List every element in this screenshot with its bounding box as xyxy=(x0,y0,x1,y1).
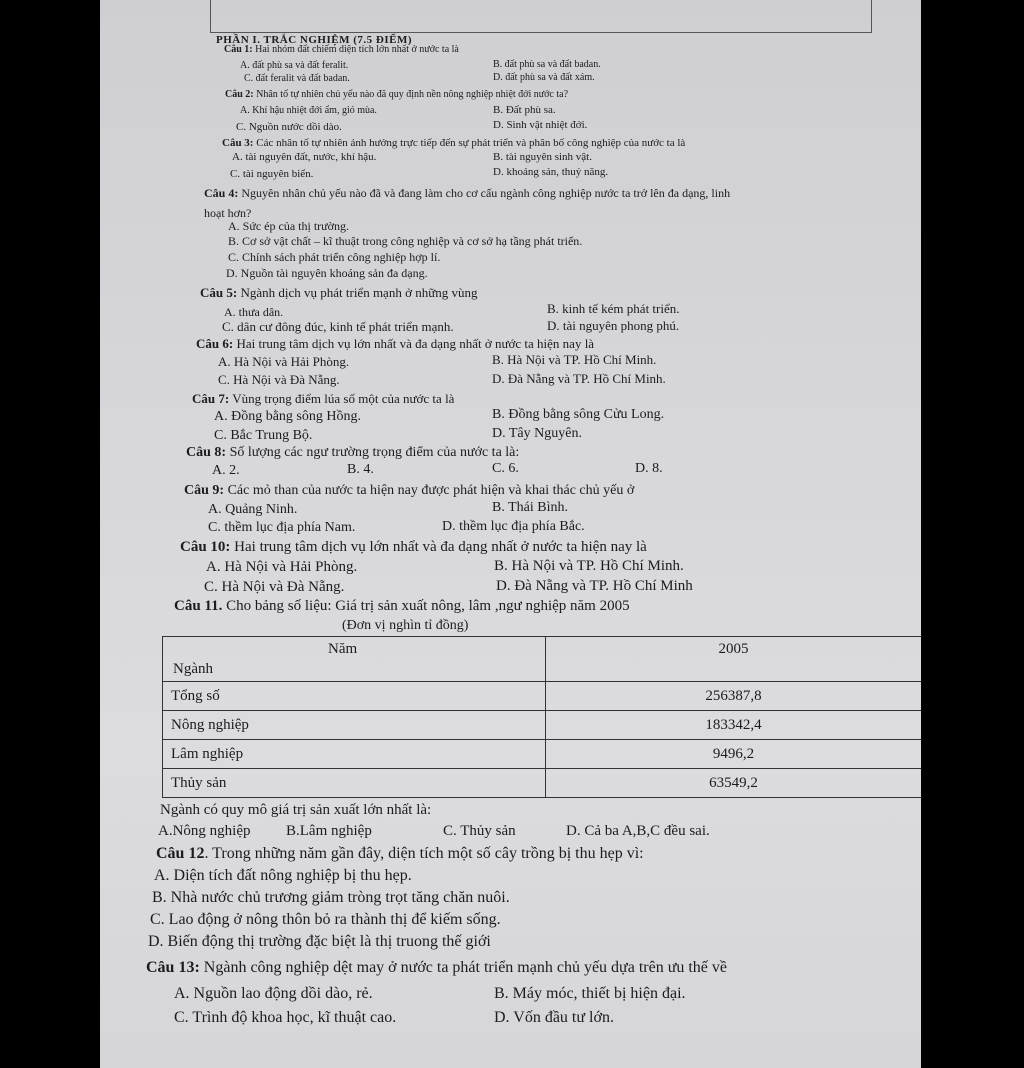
q6-option-d[interactable]: D. Đà Nẵng và TP. Hồ Chí Minh. xyxy=(492,371,666,386)
table-unit: (Đơn vị nghìn tỉ đồng) xyxy=(342,618,469,633)
q9-option-d[interactable]: D. thềm lục địa phía Bắc. xyxy=(442,519,585,534)
q2-option-a[interactable]: A. Khí hậu nhiệt đới ẩm, gió mùa. xyxy=(240,105,377,116)
q8-option-d[interactable]: D. 8. xyxy=(635,461,663,476)
data-table xyxy=(162,636,921,798)
row-label: Lâm nghiệp xyxy=(163,740,546,769)
q10-option-a[interactable]: A. Hà Nội và Hải Phòng. xyxy=(206,559,358,575)
q12-option-c[interactable]: C. Lao động ở nông thôn bỏ ra thành thị để kiếm sống. xyxy=(150,911,501,928)
table-row xyxy=(163,740,922,769)
table-row xyxy=(163,769,922,798)
row-value: 256387,8 xyxy=(546,682,922,711)
q5-option-b[interactable]: B. kinh tế kém phát triển. xyxy=(547,301,680,316)
q11-option-c[interactable]: C. Thủy sản xyxy=(443,823,516,839)
q6-option-c[interactable]: C. Hà Nội và Đà Nẵng. xyxy=(218,372,340,387)
q1-option-c[interactable]: C. đất feralit và đất badan. xyxy=(244,73,350,84)
q13-option-c[interactable]: C. Trình độ khoa học, kĩ thuật cao. xyxy=(174,1009,397,1026)
q3-option-b[interactable]: B. tài nguyên sinh vật. xyxy=(493,151,592,163)
q7-option-b[interactable]: B. Đồng bằng sông Cửu Long. xyxy=(492,407,665,422)
q2-option-d[interactable]: D. Sinh vật nhiệt đới. xyxy=(493,119,588,131)
q12-option-b[interactable]: B. Nhà nước chủ trương giảm tròng trọt tăng chăn nuôi. xyxy=(152,889,510,906)
q10-option-c[interactable]: C. Hà Nội và Đà Nẵng. xyxy=(204,579,345,595)
question-8: Câu 8: Số lượng các ngư trường trọng điểm của nước ta là: xyxy=(186,445,520,460)
exam-paper xyxy=(100,0,921,1068)
row-label: Nông nghiệp xyxy=(163,711,546,740)
q4-option-d[interactable]: D. Nguồn tài nguyên khoáng sản đa dạng. xyxy=(226,266,428,280)
q8-option-b[interactable]: B. 4. xyxy=(347,462,374,477)
question-5: Câu 5: Ngành dịch vụ phát triển mạnh ở những vùng xyxy=(200,285,478,300)
table-row xyxy=(163,682,922,711)
q13-option-d[interactable]: D. Vốn đầu tư lớn. xyxy=(494,1009,614,1026)
question-1: Câu 1: Hai nhóm đất chiếm diện tích lớn nhất ở nước ta là xyxy=(224,44,459,55)
question-4: Câu 4: Nguyên nhân chủ yếu nào đã và đang làm cho cơ cấu ngành công nghiệp nước ta trở lên đa dạng, linh xyxy=(204,186,731,200)
row-value: 183342,4 xyxy=(546,711,922,740)
row-label: Tổng số xyxy=(163,682,546,711)
question-11: Câu 11. Cho bảng số liệu: Giá trị sản xuất nông, lâm ,ngư nghiệp năm 2005 xyxy=(174,598,630,614)
q6-option-b[interactable]: B. Hà Nội và TP. Hồ Chí Minh. xyxy=(492,352,657,367)
header-box xyxy=(210,0,872,33)
q13-option-b[interactable]: B. Máy móc, thiết bị hiện đại. xyxy=(494,985,686,1002)
row-value: 9496,2 xyxy=(546,740,922,769)
q5-option-c[interactable]: C. dân cư đông đúc, kinh tế phát triển mạnh. xyxy=(222,319,454,334)
row-header-sector-label: Ngành xyxy=(173,661,213,677)
question-3: Câu 3: Các nhân tố tự nhiên ảnh hưởng trực tiếp đến sự phát triển và phân bố công nghiệp của nước ta là xyxy=(222,137,686,149)
q7-option-c[interactable]: C. Bắc Trung Bộ. xyxy=(214,428,313,443)
q4-option-b[interactable]: B. Cơ sở vật chất – kĩ thuật trong công nghiệp và cơ sở hạ tầng phát triển. xyxy=(228,234,583,248)
q6-option-a[interactable]: A. Hà Nội và Hải Phòng. xyxy=(218,354,350,369)
q9-option-c[interactable]: C. thềm lục địa phía Nam. xyxy=(208,520,356,535)
row-value: 63549,2 xyxy=(546,769,922,798)
q12-option-a[interactable]: A. Diện tích đất nông nghiệp bị thu hẹp. xyxy=(154,867,412,884)
q9-option-b[interactable]: B. Thái Bình. xyxy=(492,500,568,515)
q9-option-a[interactable]: A. Quảng Ninh. xyxy=(208,502,298,517)
section-title: PHẦN I. TRẮC NGHIỆM (7.5 ĐIỂM) xyxy=(216,34,412,46)
row-label: Thủy sản xyxy=(163,769,546,798)
q5-option-a[interactable]: A. thưa dân. xyxy=(224,305,284,319)
q11-option-b[interactable]: B.Lâm nghiệp xyxy=(286,823,372,839)
q8-option-c[interactable]: C. 6. xyxy=(492,461,519,476)
q11-prompt: Ngành có quy mô giá trị sản xuất lớn nhất là: xyxy=(160,802,432,818)
q1-option-b[interactable]: B. đất phù sa và đất badan. xyxy=(493,59,601,70)
col-header-year-label: Năm xyxy=(328,641,358,657)
question-7: Câu 7: Vùng trọng điểm lúa số một của nước ta là xyxy=(192,391,455,406)
q3-option-a[interactable]: A. tài nguyên đất, nước, khí hậu. xyxy=(232,151,377,163)
q8-option-a[interactable]: A. 2. xyxy=(212,463,240,478)
q2-option-c[interactable]: C. Nguồn nước dồi dào. xyxy=(236,121,342,133)
q11-option-d[interactable]: D. Cả ba A,B,C đều sai. xyxy=(566,823,710,839)
q1-option-a[interactable]: A. đất phù sa và đất feralit. xyxy=(240,60,349,71)
year-header: 2005 xyxy=(546,637,922,682)
question-4-cont: hoạt hơn? xyxy=(204,206,252,220)
question-12: Câu 12. Trong những năm gần đây, diện tích một số cây trồng bị thu hẹp vì: xyxy=(156,845,644,862)
question-2: Câu 2: Nhân tố tự nhiên chủ yếu nào đã quy định nền nông nghiệp nhiệt đới nước ta? xyxy=(225,89,569,100)
question-6: Câu 6: Hai trung tâm dịch vụ lớn nhất và đa dạng nhất ở nước ta hiện nay là xyxy=(196,336,595,351)
q3-option-c[interactable]: C. tài nguyên biển. xyxy=(230,168,314,180)
q7-option-a[interactable]: A. Đồng bằng sông Hồng. xyxy=(214,409,361,424)
q5-option-d[interactable]: D. tài nguyên phong phú. xyxy=(547,318,680,333)
question-9: Câu 9: Các mỏ than của nước ta hiện nay được phát hiện và khai thác chủ yếu ở xyxy=(184,483,635,498)
q10-option-b[interactable]: B. Hà Nội và TP. Hồ Chí Minh. xyxy=(494,558,684,574)
table-row xyxy=(163,711,922,740)
q4-option-a[interactable]: A. Sức ép của thị trường. xyxy=(228,219,349,233)
table-header-row xyxy=(163,637,922,682)
q3-option-d[interactable]: D. khoáng sản, thuỷ năng. xyxy=(493,166,609,178)
q4-option-c[interactable]: C. Chính sách phát triển công nghiệp hợp lí. xyxy=(228,250,441,264)
q12-option-d[interactable]: D. Biến động thị trường đặc biệt là thị truong thế giới xyxy=(148,933,491,950)
table-corner-cell xyxy=(163,637,546,682)
question-10: Câu 10: Hai trung tâm dịch vụ lớn nhất và đa dạng nhất ở nước ta hiện nay là xyxy=(180,539,647,555)
q2-option-b[interactable]: B. Đất phù sa. xyxy=(493,104,556,116)
q1-option-d[interactable]: D. đất phù sa và đất xám. xyxy=(493,72,595,83)
q11-option-a[interactable]: A.Nông nghiệp xyxy=(158,823,251,839)
q7-option-d[interactable]: D. Tây Nguyên. xyxy=(492,426,582,441)
q13-option-a[interactable]: A. Nguồn lao động dồi dào, rẻ. xyxy=(174,985,373,1002)
question-13: Câu 13: Ngành công nghiệp dệt may ở nước ta phát triển mạnh chủ yếu dựa trên ưu thế về xyxy=(146,959,728,976)
q10-option-d[interactable]: D. Đà Nẵng và TP. Hồ Chí Minh xyxy=(496,578,693,594)
